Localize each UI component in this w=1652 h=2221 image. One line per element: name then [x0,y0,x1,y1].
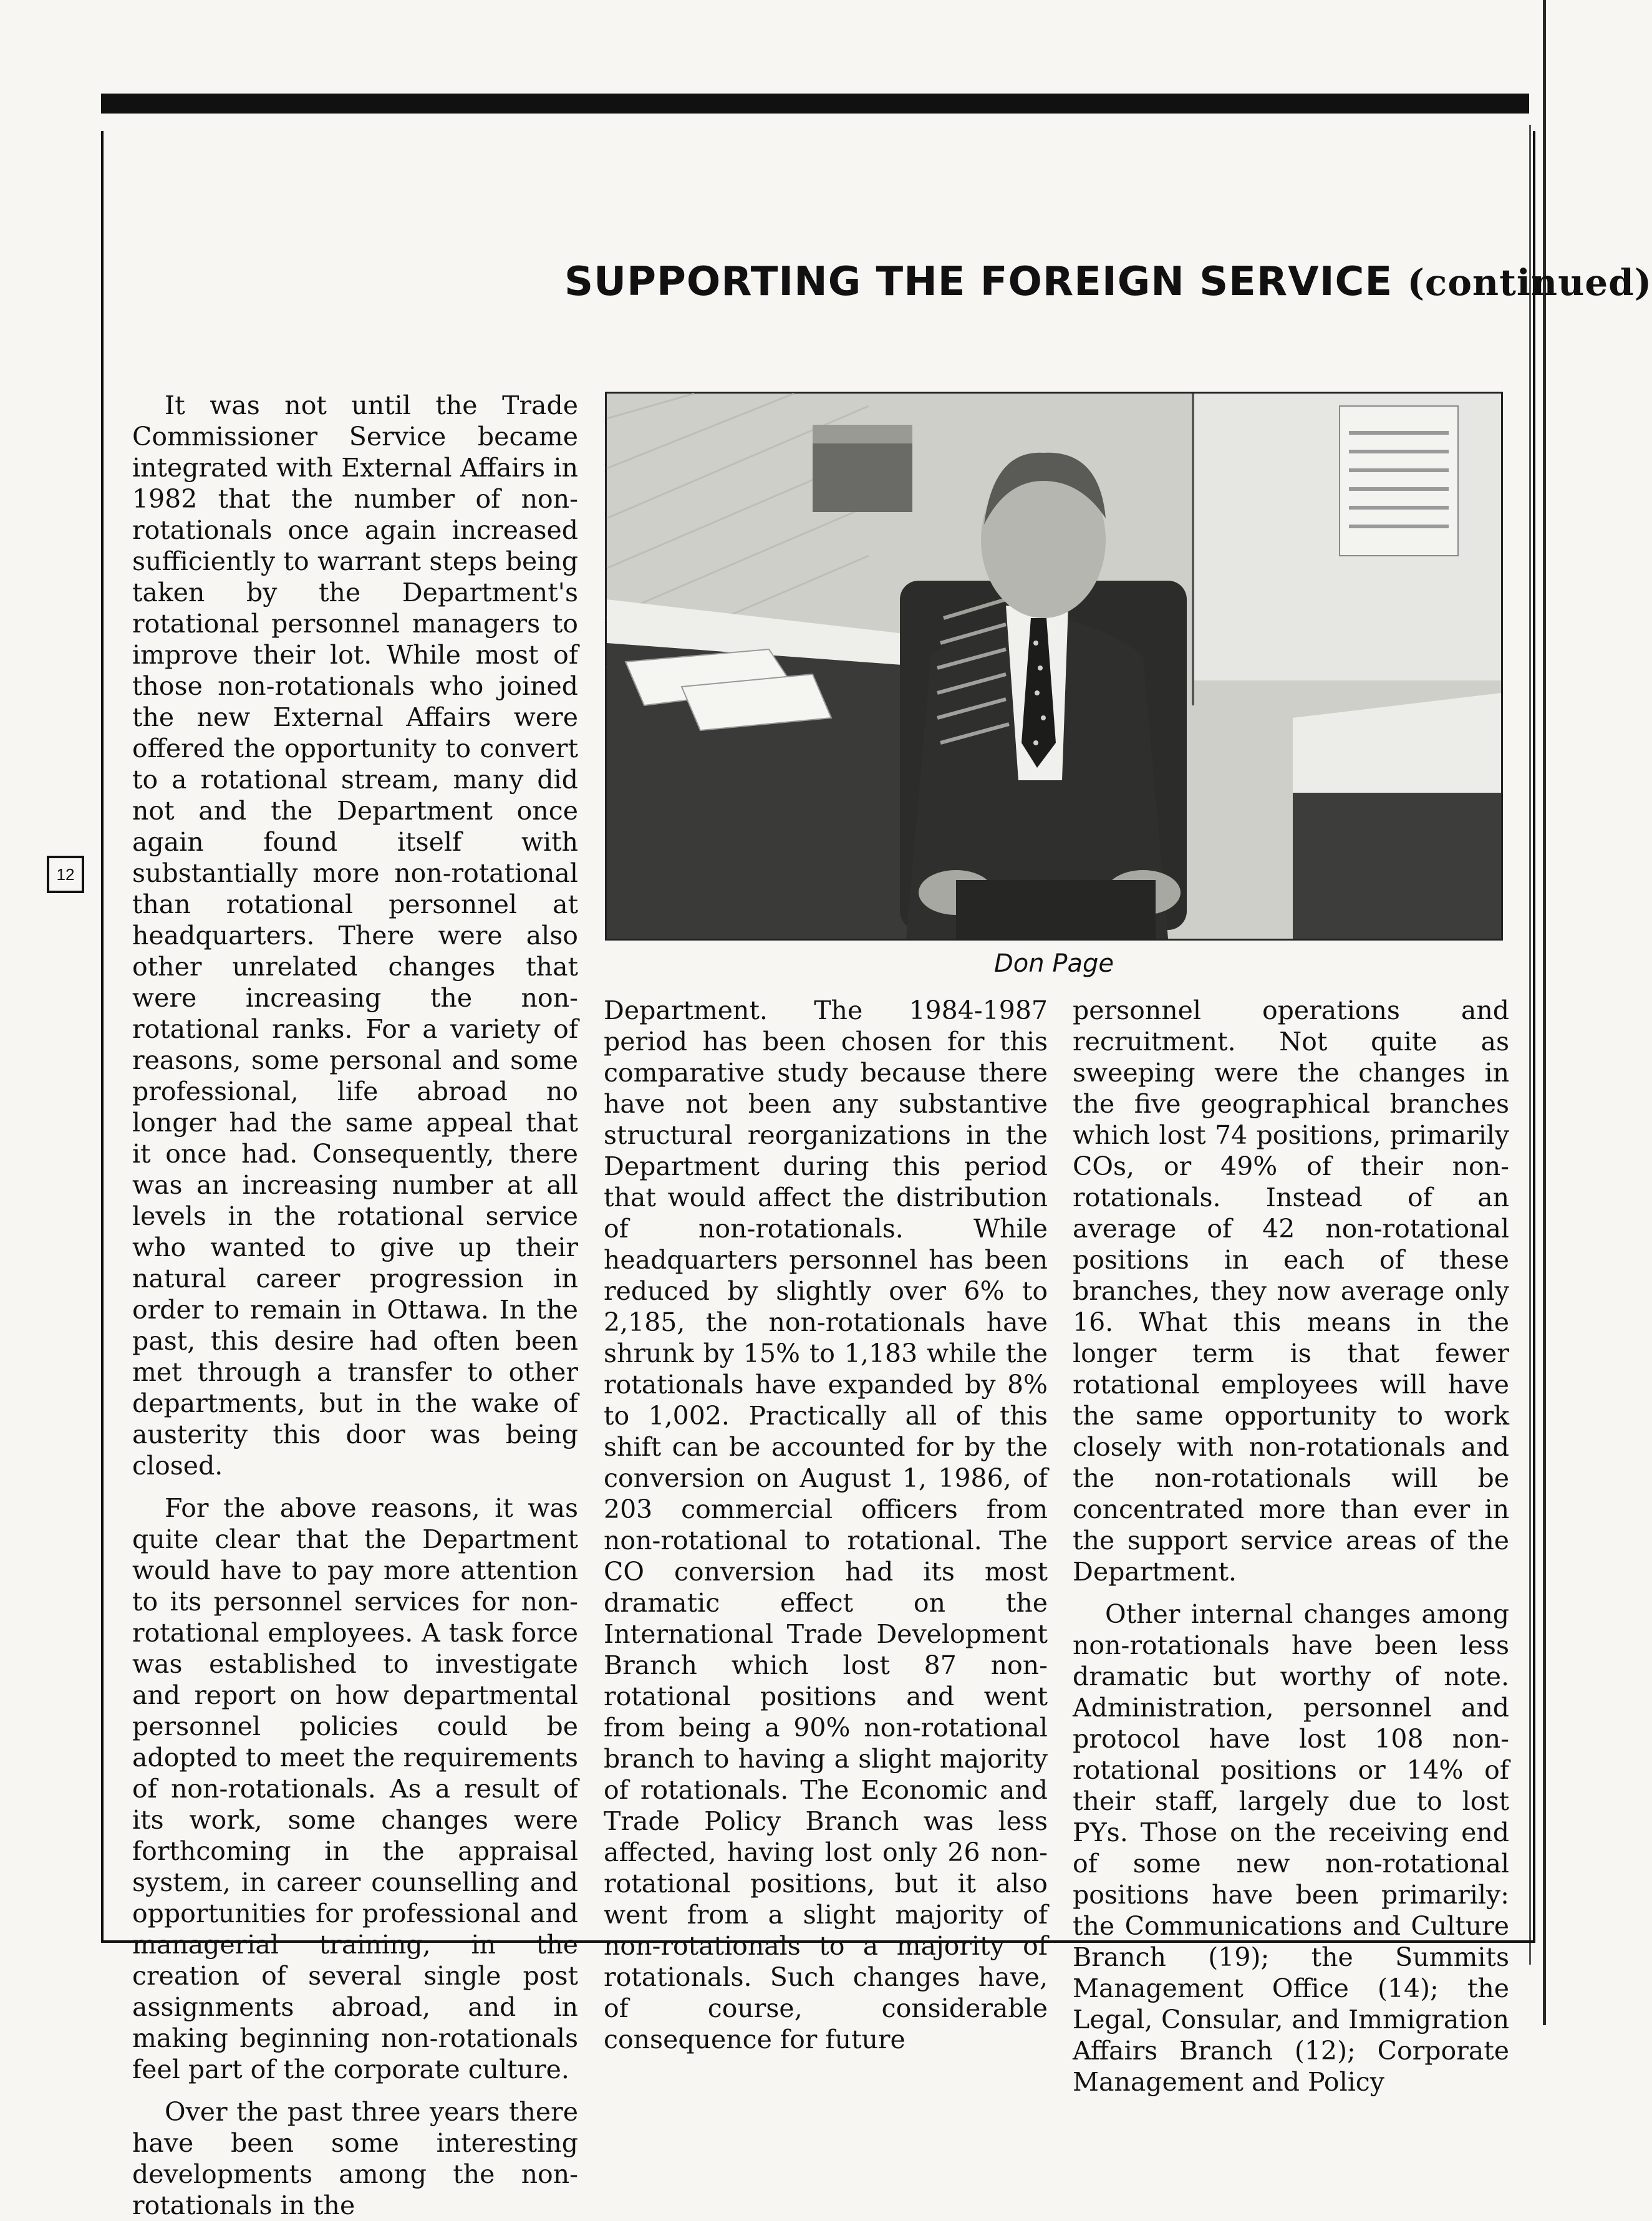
paragraph: Over the past three years there have been some interesting developments among the non-rotationals in the [132,2097,578,2220]
text-column-2 [604,995,1048,2055]
page-title [564,259,1652,305]
title-suffix: (continued) [1407,261,1652,304]
page-number: 12 [47,856,84,893]
portrait-photo [605,392,1503,941]
page-edge-line [1543,0,1546,2025]
paragraph: Other internal changes among non-rotationals have been less dramatic but worthy of note. Administration, personnel and protocol have lost 108 non-rotational positions or 14% of their staff, largely due to lost PYs. Those on the receiving end of some new non-rotational positions have been primarily: the Communications and Culture Branch (19); the Summits Management Office (14); the Legal, Consular, and Immigration Affairs Branch (12); Corporate Management and Policy [1073,1599,1509,2097]
paragraph: It was not until the Trade Commissioner Service became integrated with External Affairs in 1982 that the number of non-rotationals once again increased sufficiently to warrant steps being taken by the Department's rotational personnel managers to improve their lot. While most of those non-rotationals who joined the new External Affairs were offered the opportunity to convert to a rotational stream, many did not and the Department once again found itself with substantially more non-rotational than rotational personnel at headquarters. There were also other unrelated changes that were increasing the non-rotational ranks. For a variety of reasons, some personal and some professional, life abroad no longer had the same appeal that it once had. Consequently, there was an increasing number at all levels in the rotational service who wanted to give up their natural career progression in order to remain in Ottawa. In the past, this desire had often been met through a transfer to other departments, but in the wake of austerity this door was being closed. [132,390,578,1481]
title-main: SUPPORTING THE FOREIGN SERVICE [564,259,1393,305]
paragraph: For the above reasons, it was quite clear that the Department would have to pay more attention to its personnel services for non-rotational employees. A task force was established to investigate and report on how departmental personnel policies could be adopted to meet the requirements of non-rotationals. As a result of its work, some changes were forthcoming in the appraisal system, in career counselling and opportunities for professional and managerial training, in the creation of several single post assignments abroad, and in making beginning non-rotationals feel part of the corporate culture. [132,1493,578,2084]
text-column-1 [132,390,578,2221]
paragraph: Department. The 1984-1987 period has been chosen for this comparative study because there have not been any substantive structural reorganizations in the Department during this period that would affect the distribution of non-rotationals. While headquarters personnel has been reduced by slightly over 6% to 2,185, the non-rotationals have shrunk by 15% to 1,183 while the rotationals have expanded by 8% to 1,002. Practically all of this shift can be accounted for by the conversion on August 1, 1986, of 203 commercial officers from non-rotational to rotational. The CO conversion had its most dramatic effect on the International Trade Development Branch which lost 87 non-rotational positions and went from being a 90% non-rotational branch to having a slight majority of rotationals. The Economic and Trade Policy Branch was less affected, having lost only 26 non-rotational positions, but it also went from a slight majority of non-rotationals to a majority of rotationals. Such changes have, of course, considerable consequence for future [604,995,1048,2054]
photo-caption: Don Page [994,949,1114,978]
paragraph: personnel operations and recruitment. Not quite as sweeping were the changes in the five geographical branches which lost 74 positions, primarily COs, or 49% of their non-rotationals. Instead of an average of 42 non-rotational positions in each of these branches, they now average only 16. What this means in the longer term is that fewer rotational employees will have the same opportunity to work closely with non-rotationals and the non-rotationals will be concentrated more than ever in the support service areas of the Department. [1073,995,1509,1587]
text-column-3 [1073,995,1509,2098]
photo-illustration [607,394,1501,939]
header-rule [101,94,1529,114]
